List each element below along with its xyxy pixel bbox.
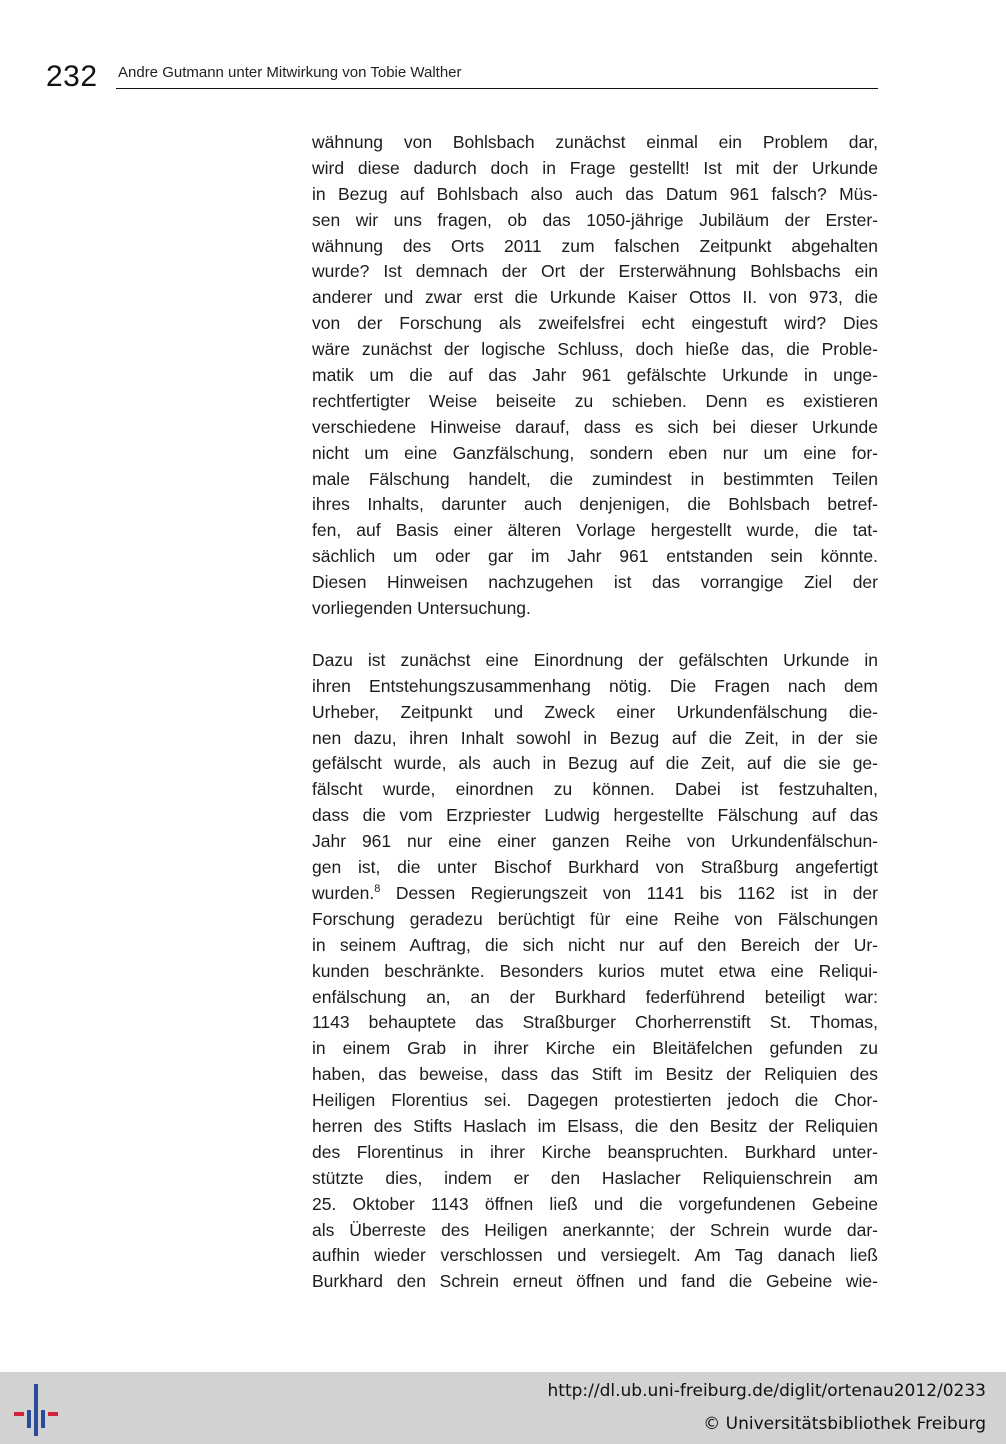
text-line-with-footnote xyxy=(312,881,878,907)
text-line: dass die vom Erzpriester Ludwig hergestellte Fälschung auf das xyxy=(312,805,878,826)
text-line: wähnung des Orts 2011 zum falschen Zeitpunkt abgehalten xyxy=(312,235,878,256)
text-line: nen dazu, ihren Inhalt sowohl in Bezug auf die Zeit, in der sie xyxy=(312,727,878,748)
text-line: wähnung von Bohlsbach zunächst einmal ein Problem dar, xyxy=(312,132,878,152)
text-line: matik um die auf das Jahr 961 gefälschte Urkunde in unge- xyxy=(312,365,878,386)
footnote-line-end: Dessen Regierungszeit von 1141 bis 1162 ist in der xyxy=(380,882,878,903)
text-line: Urheber, Zeitpunkt und Zweck einer Urkundenfälschung die- xyxy=(312,701,878,722)
text-line: Heiligen Florentius sei. Dagegen protestierten jedoch die Chor- xyxy=(312,1090,878,1111)
text-line: wurde? Ist demnach der Ort der Ersterwähnung Bohlsbachs ein xyxy=(312,261,878,282)
body-text xyxy=(312,130,878,1295)
text-line: sen wir uns fragen, ob das 1050-jährige Jubiläum der Erster- xyxy=(312,209,878,230)
page-number: 232 xyxy=(46,60,98,93)
running-title: Andre Gutmann unter Mitwirkung von Tobie Walther xyxy=(118,64,462,81)
header-rule xyxy=(116,88,878,89)
text-line: wird diese dadurch doch in Frage gestellt! Ist mit der Urkunde xyxy=(312,157,878,178)
text-line: stützte dies, indem er den Haslacher Reliquienschrein am xyxy=(312,1167,878,1188)
text-line: in seinem Auftrag, die sich nicht nur auf den Bereich der Ur- xyxy=(312,934,878,955)
text-line: kunden beschränkte. Besonders kurios mutet etwa eine Reliqui- xyxy=(312,960,878,981)
text-line: ihres Inhalts, darunter auch denjenigen, die Bohlsbach betref- xyxy=(312,494,878,515)
text-line: vorliegenden Untersuchung. xyxy=(312,598,531,619)
copyright-notice: © Universitätsbibliothek Freiburg xyxy=(703,1414,986,1434)
text-line: anderer und zwar erst die Urkunde Kaiser Ottos II. von 973, die xyxy=(312,287,878,308)
text-line: in einem Grab in ihrer Kirche ein Bleitäfelchen gefunden zu xyxy=(312,1038,878,1059)
footnote-line-start: wurden. xyxy=(312,882,375,903)
text-line: in Bezug auf Bohlsbach also auch das Datum 961 falsch? Müs- xyxy=(312,183,878,204)
text-line: als Überreste des Heiligen anerkannte; der Schrein wurde dar- xyxy=(312,1219,878,1240)
text-line: haben, das beweise, dass das Stift im Besitz der Reliquien des xyxy=(312,1064,878,1085)
text-line: male Fälschung handelt, die zumindest in bestimmten Teilen xyxy=(312,468,878,489)
text-line: enfälschung an, an der Burkhard federführend beteiligt war: xyxy=(312,986,878,1007)
text-line: verschiedene Hinweise darauf, dass es sich bei dieser Urkunde xyxy=(312,416,878,437)
text-line: nicht um eine Ganzfälschung, sondern eben nur um eine for- xyxy=(312,442,878,463)
source-url-link[interactable]: http://dl.ub.uni-freiburg.de/diglit/ortenau2012/0233 xyxy=(547,1381,986,1401)
text-line: Forschung geradezu berüchtigt für eine Reihe von Fälschungen xyxy=(312,908,878,929)
paragraph-spacer xyxy=(312,622,878,648)
text-line: aufhin wieder verschlossen und versiegelt. Am Tag danach ließ xyxy=(312,1245,878,1266)
footnote-reference[interactable]: 8 xyxy=(374,883,381,896)
text-line: herren des Stifts Haslach im Elsass, die den Besitz der Reliquien xyxy=(312,1115,878,1136)
text-line: wäre zunächst der logische Schluss, doch hieße das, die Proble- xyxy=(312,339,878,360)
text-line: des Florentinus in ihrer Kirche beanspruchten. Burkhard unter- xyxy=(312,1141,878,1162)
paragraph-1 xyxy=(312,130,878,622)
footer-bar xyxy=(0,1372,1006,1444)
ub-freiburg-logo-icon xyxy=(12,1382,64,1438)
text-line: fälscht wurde, einordnen zu können. Dabei ist festzuhalten, xyxy=(312,779,878,800)
text-line: Dazu ist zunächst eine Einordnung der gefälschten Urkunde in xyxy=(312,649,878,670)
text-line: Diesen Hinweisen nachzugehen ist das vorrangige Ziel der xyxy=(312,572,878,593)
text-line: 25. Oktober 1143 öffnen ließ und die vorgefundenen Gebeine xyxy=(312,1193,878,1214)
text-line: 1143 behauptete das Straßburger Chorherrenstift St. Thomas, xyxy=(312,1012,878,1033)
text-line: gefälscht wurde, als auch in Bezug auf die Zeit, auf die sie ge- xyxy=(312,753,878,774)
text-line: fen, auf Basis einer älteren Vorlage hergestellt wurde, die tat- xyxy=(312,520,878,541)
text-line: gen ist, die unter Bischof Burkhard von Straßburg angefertigt xyxy=(312,857,878,878)
page-header xyxy=(46,58,878,92)
text-line: sächlich um oder gar im Jahr 961 entstanden sein könnte. xyxy=(312,546,878,567)
text-line: rechtfertigter Weise beiseite zu schieben. Denn es existieren xyxy=(312,390,878,411)
text-line: ihren Entstehungszusammenhang nötig. Die Fragen nach dem xyxy=(312,675,878,696)
text-line: Burkhard den Schrein erneut öffnen und fand die Gebeine wie- xyxy=(312,1271,878,1292)
text-line: Jahr 961 nur eine einer ganzen Reihe von Urkundenfälschun- xyxy=(312,831,878,852)
paragraph-2 xyxy=(312,648,878,1295)
text-line: von der Forschung als zweifelsfrei echt eingestuft wird? Dies xyxy=(312,313,878,334)
